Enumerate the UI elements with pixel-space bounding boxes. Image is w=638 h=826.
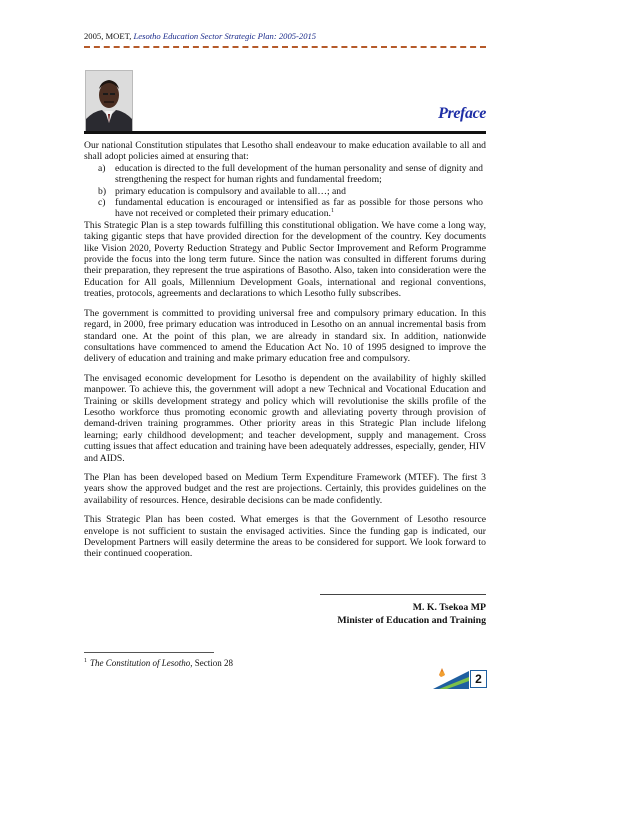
section-title: Preface (438, 105, 486, 122)
constitution-list (84, 163, 486, 220)
list-item: b) primary education is compulsory and available to all…; and (98, 185, 346, 197)
minister-portrait (85, 70, 133, 132)
paragraph: The government is committed to providing universal free and compulsory primary education. In this regard, in 2000, free primary education was introduced in Lesotho on an annual incremental basis from standard one. At the point of this plan, we are already in standard six. In addition, nationwide consultations have commenced to amend the Education Act No. 10 of 1995 designed to improve the delivery of education and training and make primary education free and compulsory. (84, 307, 486, 365)
list-item: a) education is directed to the full development of the human personality and sense of dignity and strengthening the respect for human rights and fundamental freedom; (98, 162, 483, 186)
paragraph: The Plan has been developed based on Medium Term Expenditure Framework (MTEF). The first 3 years show the approved budget and the rest are projections. Certainly, this provides guidelines on the availability of resources. Hence, desirable decisions can be made confidently. (84, 471, 486, 506)
intro-paragraph: Our national Constitution stipulates that Lesotho shall endeavour to make education available to all and shall adopt policies aimed at ensuring that: (84, 140, 486, 163)
paragraph: This Strategic Plan has been costed. What emerges is that the Government of Lesotho resource envelope is not sufficient to sustain the envisaged activities. Since the funding gap is indicated, our Development Partners will easily determine the areas to be considered for support. We look forward to their continued cooperation. (84, 514, 486, 560)
footnote-rule (84, 652, 214, 653)
footnote-title: The Constitution of Lesotho (90, 658, 191, 668)
paragraph: This Strategic Plan is a step towards fulfilling this constitutional obligation. We have come a long way, taking gigantic steps that have provided direction for the development of the country. Key documents like Vision 2020, Poverty Reduction Strategy and Public Sector Improvement and Reform Programme provide the focus into the long term future. Since the nation was consulted in different forums during their preparation, they represent the true aspirations of Basotho. Also, taken into consideration were the Education for All goals, Millennium Development Goals, international and regional conventions, treaties, protocols, agreements and declarations to which Lesotho fully subscribes. (84, 219, 486, 300)
running-header (84, 31, 316, 41)
footnote-number: 1 (84, 658, 87, 664)
signatory-title: Minister of Education and Training (337, 615, 486, 626)
page-number: 2 (470, 670, 487, 688)
title-rule (84, 131, 486, 134)
footnote (84, 658, 233, 668)
portrait-image (86, 71, 132, 131)
list-item: c) fundamental education is encouraged or intensified as far as possible for those persons who have not received or completed their primary education.$^1$ (98, 197, 483, 220)
paragraph: The envisaged economic development for Lesotho is dependent on the availability of highly skilled manpower. To achieve this, the government will adopt a new Technical and Vocational Education and Training or skills development strategy and policy which will revolutionise the skills profile of the Lesotho workforce thus promoting economic growth and alleviating poverty through provision of demand-driven training programmes. Other priority areas in this Strategic Plan include lifelong learning; early childhood development; and teacher development, supply and management. Cross cutting issues that affect education and training have been adequately addresses, especially, gender, HIV and AIDS. (84, 372, 486, 464)
signature-line (320, 594, 486, 595)
footnote-reference: 1 (330, 208, 334, 215)
header-prefix: 2005, MOET, (84, 31, 134, 41)
header-divider (84, 46, 486, 48)
signatory-name: M. K. Tsekoa MP (412, 602, 486, 613)
ministry-logo-icon (433, 665, 469, 689)
footnote-suffix: , Section 28 (190, 658, 234, 668)
header-title: Lesotho Education Sector Strategic Plan: 2005-2015 (133, 31, 317, 41)
body-text (84, 140, 486, 568)
